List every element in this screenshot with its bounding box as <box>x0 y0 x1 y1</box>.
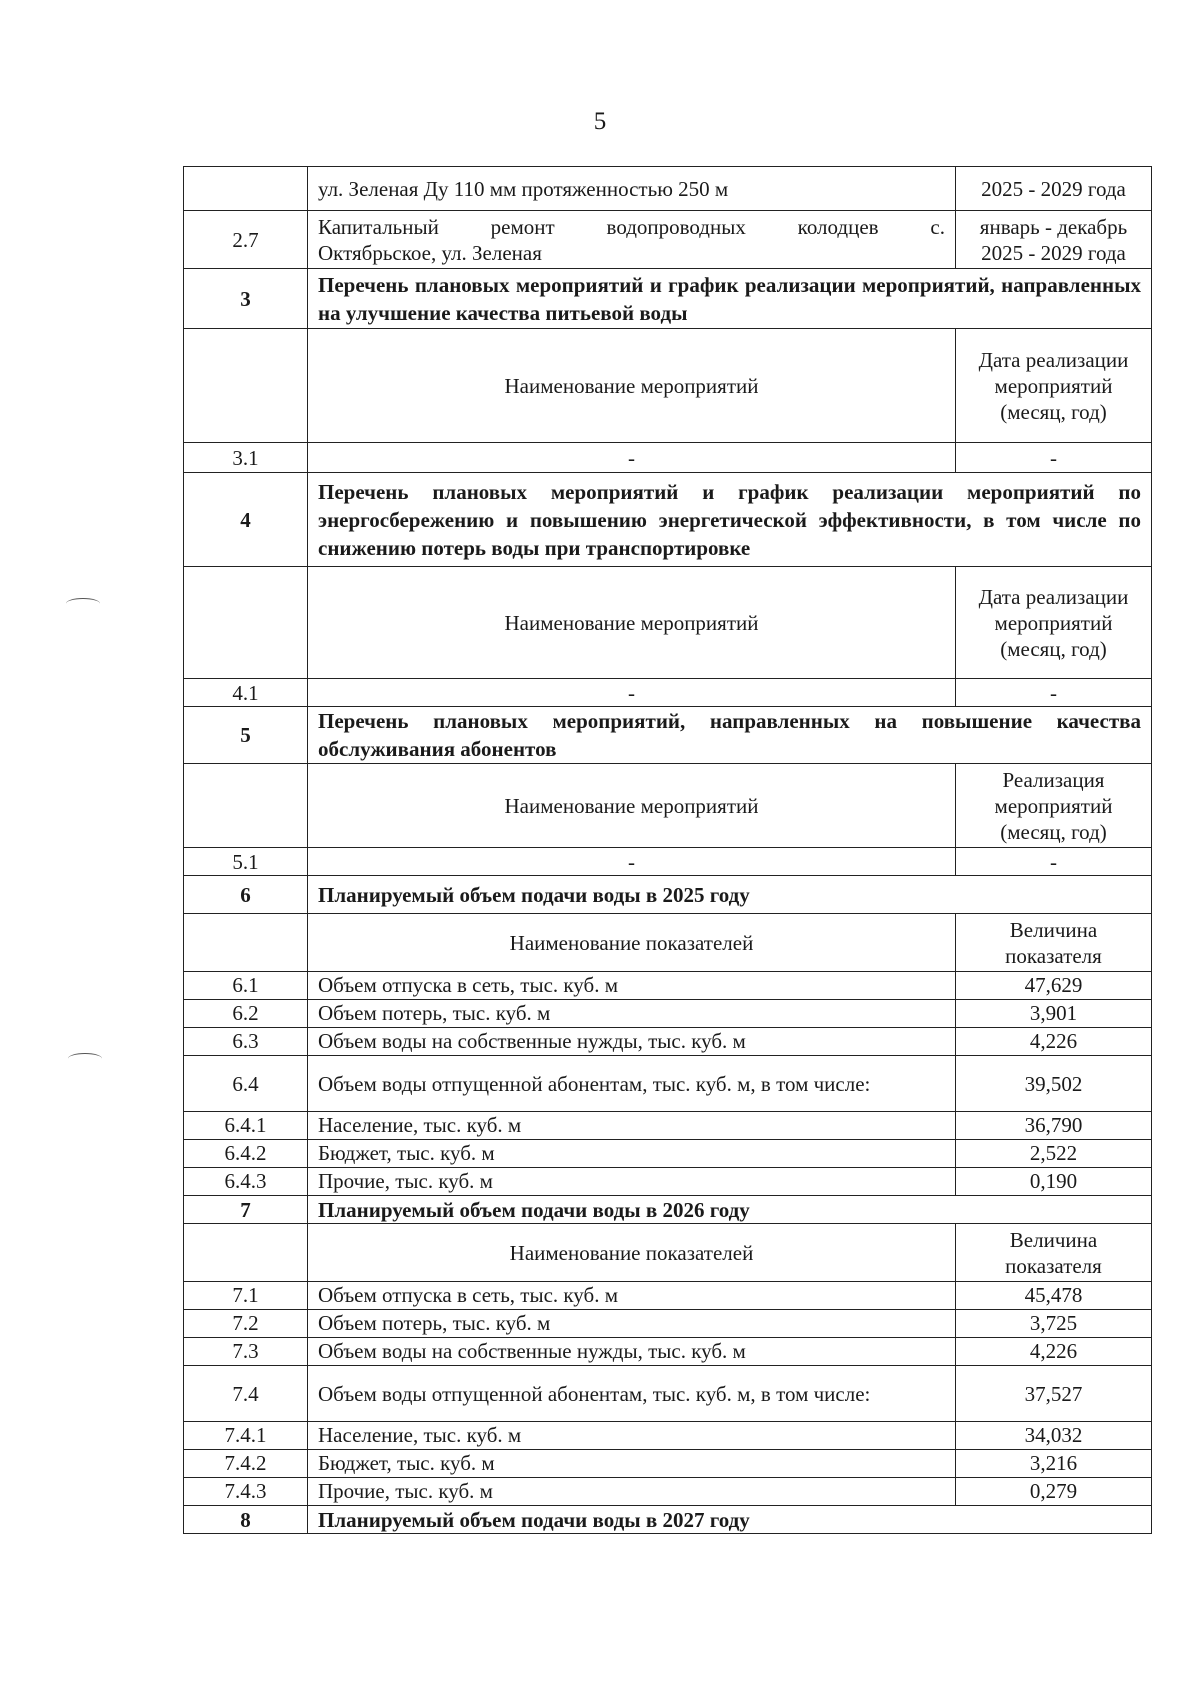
indicator-name: Объем отпуска в сеть, тыс. куб. м <box>308 972 956 1000</box>
indicator-name: Объем потерь, тыс. куб. м <box>308 1000 956 1028</box>
row-number: 5.1 <box>184 848 308 876</box>
section-number: 4 <box>184 473 308 567</box>
row-text-line: Октябрьское, ул. Зеленая <box>318 240 542 265</box>
table-row <box>184 679 1152 707</box>
indicator-value: 39,502 <box>956 1056 1152 1112</box>
indicator-name: Объем воды отпущенной абонентам, тыс. куб. м, в том числе: <box>308 1366 956 1422</box>
column-header-name: Наименование мероприятий <box>308 764 956 848</box>
indicator-value: 34,032 <box>956 1422 1152 1450</box>
scan-mark <box>66 598 100 609</box>
indicator-name: Объем воды на собственные нужды, тыс. куб. м <box>308 1028 956 1056</box>
table-row <box>184 1450 1152 1478</box>
row-text <box>308 211 956 269</box>
indicator-name: Объем воды на собственные нужды, тыс. куб. м <box>308 1338 956 1366</box>
header-row <box>184 567 1152 679</box>
section-title: Перечень плановых мероприятий, направленных на повышение качества обслуживания абонентов <box>308 707 1152 764</box>
row-number: 6.4.1 <box>184 1112 308 1140</box>
table-row <box>184 972 1152 1000</box>
indicator-value: 3,725 <box>956 1310 1152 1338</box>
row-number: 6.4 <box>184 1056 308 1112</box>
row-date: 2025 - 2029 года <box>956 167 1152 211</box>
page-number: 5 <box>593 108 607 135</box>
row-date-line: 2025 - 2029 года <box>981 240 1126 265</box>
table-row <box>184 1000 1152 1028</box>
table-row <box>184 1140 1152 1168</box>
table-row <box>184 167 1152 211</box>
row-number: 2.7 <box>184 211 308 269</box>
row-number <box>184 167 308 211</box>
indicator-value: 0,190 <box>956 1168 1152 1196</box>
header-row <box>184 329 1152 443</box>
section-title: Перечень плановых мероприятий и график реализации мероприятий по энергосбережению и повышению энергетической эффективности, в том числе по снижению потерь воды при транспортировке <box>308 473 1152 567</box>
column-header-date: Дата реализации мероприятий (месяц, год) <box>956 567 1152 679</box>
section-number: 5 <box>184 707 308 764</box>
column-header-value: Величина показателя <box>956 1224 1152 1282</box>
indicator-value: 47,629 <box>956 972 1152 1000</box>
row-number: 3.1 <box>184 443 308 473</box>
table-row <box>184 1168 1152 1196</box>
table-row <box>184 1366 1152 1422</box>
indicator-name: Объем воды отпущенной абонентам, тыс. куб. м, в том числе: <box>308 1056 956 1112</box>
indicator-name: Прочие, тыс. куб. м <box>308 1478 956 1506</box>
row-date <box>956 211 1152 269</box>
row-number: 7.4.1 <box>184 1422 308 1450</box>
indicator-name: Объем потерь, тыс. куб. м <box>308 1310 956 1338</box>
table-row <box>184 1478 1152 1506</box>
indicator-value: 3,216 <box>956 1450 1152 1478</box>
table-row <box>184 1282 1152 1310</box>
row-number: 7.4.3 <box>184 1478 308 1506</box>
plan-table <box>183 166 1152 1534</box>
header-row <box>184 1224 1152 1282</box>
header-row <box>184 764 1152 848</box>
table-row <box>184 1112 1152 1140</box>
row-number: 7.1 <box>184 1282 308 1310</box>
indicator-value: 37,527 <box>956 1366 1152 1422</box>
indicator-value: 4,226 <box>956 1028 1152 1056</box>
row-date: - <box>956 679 1152 707</box>
table-row <box>184 1028 1152 1056</box>
table-row <box>184 1338 1152 1366</box>
row-number: 7.2 <box>184 1310 308 1338</box>
scan-mark <box>68 1053 102 1064</box>
section-title: Планируемый объем подачи воды в 2026 году <box>308 1196 1152 1224</box>
indicator-name: Бюджет, тыс. куб. м <box>308 1140 956 1168</box>
indicator-name: Объем отпуска в сеть, тыс. куб. м <box>308 1282 956 1310</box>
section-row <box>184 707 1152 764</box>
table-row <box>184 848 1152 876</box>
indicator-name: Население, тыс. куб. м <box>308 1112 956 1140</box>
table-row <box>184 211 1152 269</box>
section-row <box>184 1506 1152 1534</box>
indicator-value: 45,478 <box>956 1282 1152 1310</box>
header-row <box>184 914 1152 972</box>
table-row <box>184 1056 1152 1112</box>
row-number: 4.1 <box>184 679 308 707</box>
section-number: 6 <box>184 876 308 914</box>
row-number: 7.4.2 <box>184 1450 308 1478</box>
table-row <box>184 1422 1152 1450</box>
section-title: Планируемый объем подачи воды в 2027 году <box>308 1506 1152 1534</box>
section-number: 8 <box>184 1506 308 1534</box>
row-number: 6.3 <box>184 1028 308 1056</box>
row-text: ул. Зеленая Ду 110 мм протяженностью 250 м <box>308 167 956 211</box>
section-row <box>184 1196 1152 1224</box>
column-header-name: Наименование мероприятий <box>308 567 956 679</box>
column-header-name: Наименование мероприятий <box>308 329 956 443</box>
indicator-name: Прочие, тыс. куб. м <box>308 1168 956 1196</box>
row-text: - <box>308 443 956 473</box>
row-date: - <box>956 443 1152 473</box>
row-number: 6.4.2 <box>184 1140 308 1168</box>
section-title: Планируемый объем подачи воды в 2025 году <box>308 876 1152 914</box>
indicator-value: 3,901 <box>956 1000 1152 1028</box>
section-title: Перечень плановых мероприятий и график реализации мероприятий, направленных на улучшение качества питьевой воды <box>308 269 1152 329</box>
section-row <box>184 269 1152 329</box>
row-number: 7.3 <box>184 1338 308 1366</box>
indicator-value: 4,226 <box>956 1338 1152 1366</box>
row-text: - <box>308 679 956 707</box>
row-text: - <box>308 848 956 876</box>
row-number: 6.4.3 <box>184 1168 308 1196</box>
row-number: 7.4 <box>184 1366 308 1422</box>
row-number: 6.2 <box>184 1000 308 1028</box>
indicator-value: 36,790 <box>956 1112 1152 1140</box>
column-header-value: Величина показателя <box>956 914 1152 972</box>
section-row <box>184 473 1152 567</box>
row-date-line: январь - декабрь <box>979 214 1128 239</box>
table-row <box>184 443 1152 473</box>
indicator-name: Население, тыс. куб. м <box>308 1422 956 1450</box>
column-header-date: Дата реализации мероприятий (месяц, год) <box>956 329 1152 443</box>
row-date: - <box>956 848 1152 876</box>
row-number: 6.1 <box>184 972 308 1000</box>
column-header-name: Наименование показателей <box>308 1224 956 1282</box>
indicator-value: 0,279 <box>956 1478 1152 1506</box>
section-row <box>184 876 1152 914</box>
section-number: 3 <box>184 269 308 329</box>
section-number: 7 <box>184 1196 308 1224</box>
column-header-date: Реализация мероприятий (месяц, год) <box>956 764 1152 848</box>
row-text-line: Капитальный ремонт водопроводных колодцев с. <box>318 214 945 239</box>
indicator-value: 2,522 <box>956 1140 1152 1168</box>
indicator-name: Бюджет, тыс. куб. м <box>308 1450 956 1478</box>
column-header-name: Наименование показателей <box>308 914 956 972</box>
table-row <box>184 1310 1152 1338</box>
